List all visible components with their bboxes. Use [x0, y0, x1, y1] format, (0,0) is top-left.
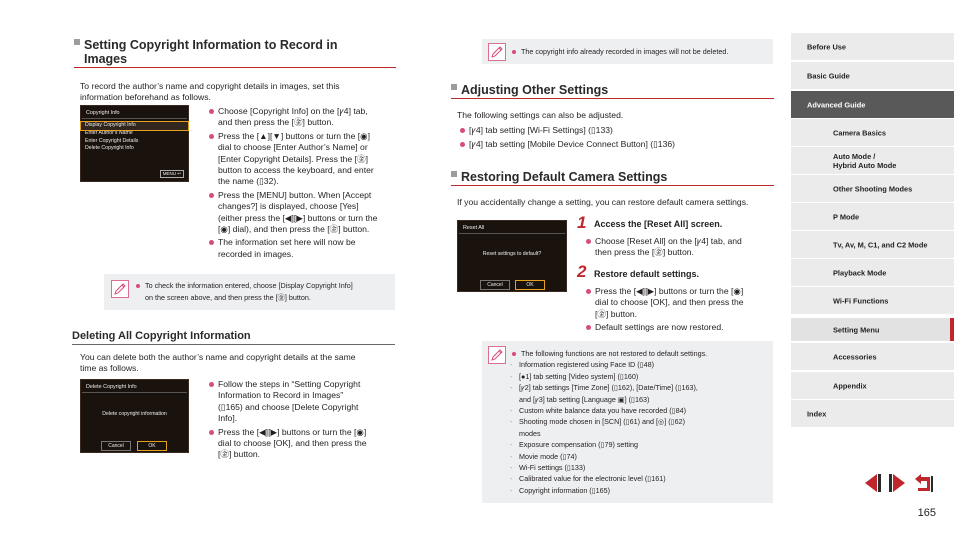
note-item: - Exposure compensation (▯79) setting — [499, 439, 772, 450]
section-adjust-other — [451, 83, 774, 99]
next-page-icon[interactable] — [887, 472, 909, 494]
sidebar-item-tv-av-m-mode[interactable]: Tv, Av, M, C1, and C2 Mode — [791, 231, 954, 258]
note-item: - Wi-Fi settings (▯133) — [499, 462, 772, 473]
section-copyright — [74, 38, 396, 68]
return-icon[interactable] — [913, 472, 935, 494]
delete-copyright-screen — [80, 379, 189, 453]
list-item: Default settings are now restored. — [585, 322, 775, 333]
intro-text: To record the author’s name and copyright details in images, set this information beforehand as follows. — [80, 81, 340, 103]
note-item-cont: and [ꝩ3] tab setting [Language ▣] (▯163) — [519, 394, 650, 404]
screen-menu-list — [81, 122, 188, 153]
sidebar-item-wifi-functions[interactable]: Wi-Fi Functions — [791, 287, 954, 314]
section-rule — [451, 185, 774, 186]
list-item: Press the [MENU] button. When [Accept changes?] is displayed, choose [Yes] (either press the [◀][▶] buttons or turn the [◉] dial), and then press the [㊎] button. — [208, 190, 400, 236]
reset-all-screen — [457, 220, 567, 292]
sidebar-item-before-use[interactable]: Before Use — [791, 33, 954, 60]
list-item: Follow the steps in “Setting Copyright Information to Record in Images” (▯165) and choose [Delete Copyright Info]. — [208, 379, 400, 425]
note-text: The copyright info already recorded in images will not be deleted. — [510, 46, 770, 58]
sidebar-item-index[interactable]: Index — [791, 400, 954, 427]
screen-menu-item: Delete Copyright Info — [85, 145, 134, 152]
delete-steps — [208, 379, 400, 461]
sidebar-item-other-shooting-modes[interactable]: Other Shooting Modes — [791, 175, 954, 202]
page-number: 165 — [917, 507, 936, 519]
note-item: - Information registered using Face ID (▯48) — [499, 359, 772, 370]
sidebar-item-advanced-guide[interactable]: Advanced Guide — [791, 91, 954, 118]
sidebar-item-auto-mode[interactable]: Auto Mode / Hybrid Auto Mode — [791, 147, 954, 174]
list-item: Press the [◀][▶] buttons or turn the [◉] dial to choose [OK], and then press the [㊎] button. — [585, 286, 775, 320]
adjust-list — [459, 125, 777, 151]
sidebar-item-appendix[interactable]: Appendix — [791, 372, 954, 399]
screen-title: Reset All — [459, 221, 565, 234]
screen-menu-item: Enter Author's Name — [85, 129, 133, 136]
sidebar-item-playback-mode[interactable]: Playback Mode — [791, 259, 954, 286]
top-note-box — [482, 39, 773, 64]
note-item-cont: modes — [519, 428, 541, 438]
section-title: Restoring Default Camera Settings — [451, 170, 774, 184]
step-title: Access the [Reset All] screen. — [594, 219, 723, 229]
screen-ok-button: OK — [515, 280, 545, 290]
note-item: - [ꝩ2] tab settings [Time Zone] (▯162), [Date/Time] (▯163), — [499, 382, 772, 393]
step2-list — [585, 286, 775, 334]
screen-menu-item: Enter Copyright Details — [85, 137, 139, 144]
screen-title: Copyright Info — [82, 106, 187, 119]
screen-cancel-button: Cancel — [101, 441, 131, 451]
step-number: 2 — [577, 262, 587, 281]
section-rule — [74, 67, 396, 68]
screen-menu-item: Display Copyright Info — [81, 122, 188, 130]
adjust-intro-text: The following settings can also be adjusted. — [457, 110, 624, 120]
pencil-note-icon — [111, 280, 129, 298]
list-item: Press the [▲][▼] buttons or turn the [◉] dial to choose [Enter Author’s Name] or [Enter Copyright Details]. Press the [㊎] button to access the keyboard, and enter the name (▯32). — [208, 131, 400, 188]
note-text — [510, 348, 772, 496]
section-rule — [451, 98, 774, 99]
list-item: The information set here will now be recorded in images. — [208, 237, 400, 260]
page-nav — [861, 472, 935, 494]
note-item: - [●1] tab setting [Video system] (▯160) — [499, 371, 772, 382]
note-item: - Calibrated value for the electronic level (▯161) — [499, 473, 772, 484]
screen-message: Delete copyright information — [102, 411, 167, 417]
copyright-steps — [208, 106, 400, 260]
sidebar-item-basic-guide[interactable]: Basic Guide — [791, 62, 954, 89]
delete-intro-text: You can delete both the author’s name and copyright details at the same time as follows. — [80, 352, 356, 374]
list-item: [ꝩ4] tab setting [Mobile Device Connect Button] (▯136) — [459, 139, 777, 150]
note-item: - Movie mode (▯74) — [499, 451, 772, 462]
screen-title: Delete Copyright Info — [82, 380, 187, 393]
section-restore-defaults — [451, 170, 774, 186]
subsection-title: Deleting All Copyright Information — [72, 330, 251, 342]
subsection-rule — [72, 344, 395, 345]
list-item: Choose [Reset All] on the [ꝩ4] tab, and then press the [㊎] button. — [585, 236, 775, 259]
copyright-info-screen — [80, 105, 189, 182]
pencil-note-icon — [488, 43, 506, 61]
screen-message: Reset settings to default? — [482, 251, 542, 257]
note-lead: The following functions are not restored to default settings. — [510, 348, 772, 359]
list-item: Press the [◀][▶] buttons or turn the [◉] dial to choose [OK], and then press the [㊎] button. — [208, 427, 400, 461]
note-item: - Shooting mode chosen in [SCN] (▯61) and [◎] (▯62) — [499, 416, 772, 427]
list-item: Choose [Copyright Info] on the [ꝩ4] tab, and then press the [㊎] button. — [208, 106, 400, 129]
screen-ok-button: OK — [137, 441, 167, 451]
bottom-note-box — [482, 341, 773, 503]
menu-button-hint: MENU ↩ — [160, 170, 184, 178]
section-delete-copyright — [72, 330, 395, 345]
step-title: Restore default settings. — [594, 269, 700, 279]
sidebar-item-camera-basics[interactable]: Camera Basics — [791, 119, 954, 146]
note-box — [104, 274, 395, 310]
note-item: - Copyright information (▯165) — [499, 485, 772, 496]
section-title: Adjusting Other Settings — [451, 83, 774, 97]
step-number: 1 — [577, 213, 587, 232]
section-title: Setting Copyright Information to Record in Images — [74, 38, 396, 66]
previous-page-icon[interactable] — [861, 472, 883, 494]
note-item: - Custom white balance data you have recorded (▯84) — [499, 405, 772, 416]
sidebar-item-setting-menu[interactable]: Setting Menu — [791, 318, 954, 341]
sidebar-item-p-mode[interactable]: P Mode — [791, 203, 954, 230]
restore-intro-text: If you accidentally change a setting, you can restore default camera settings. — [457, 197, 749, 207]
note-text: To check the information entered, choose [Display Copyright Info] on the screen above, and then press the [㊎] button. — [134, 280, 392, 304]
screen-cancel-button: Cancel — [480, 280, 510, 290]
list-item: [ꝩ4] tab setting [Wi-Fi Settings] (▯133) — [459, 125, 777, 136]
sidebar-item-accessories[interactable]: Accessories — [791, 343, 954, 370]
